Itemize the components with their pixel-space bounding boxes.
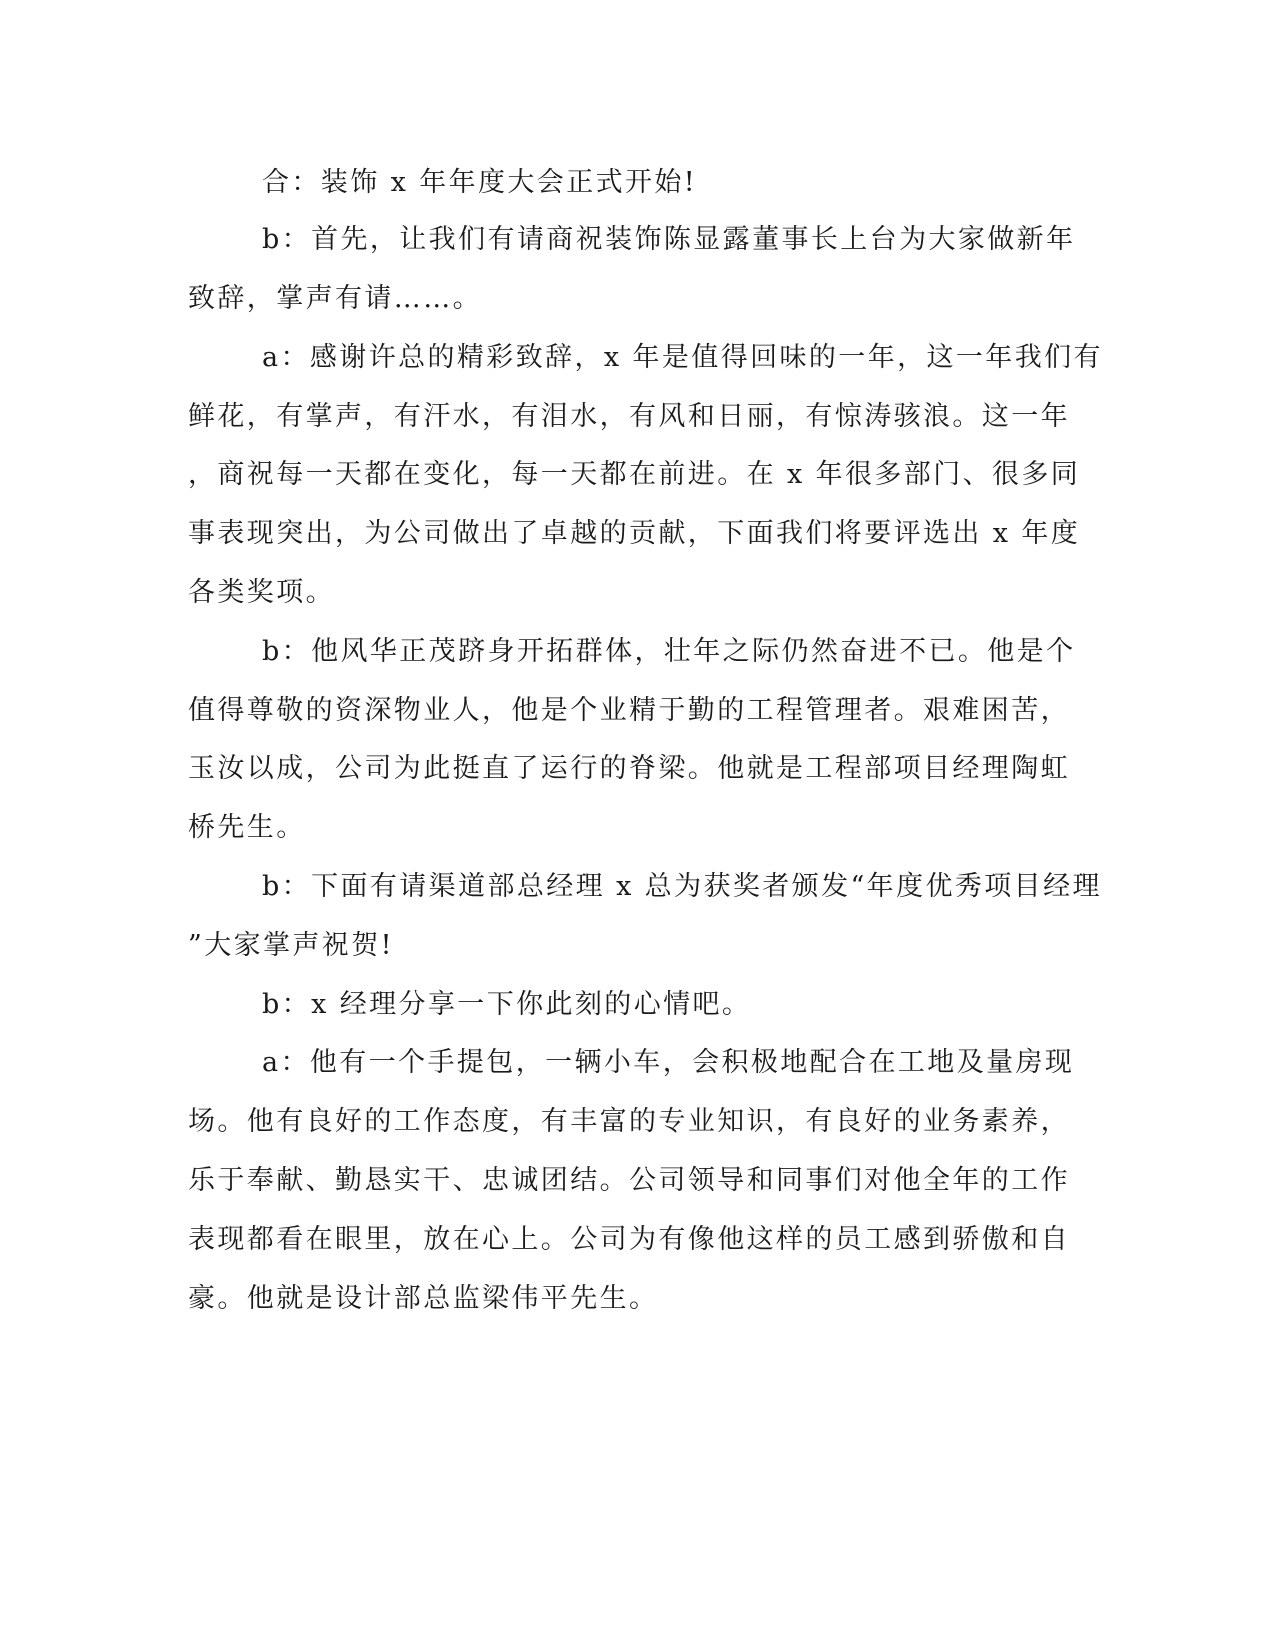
paragraph-3-line-4: 事表现突出，为公司做出了卓越的贡献，下面我们将要评选出 x 年度 <box>188 518 1081 549</box>
paragraph-4-line-2: 值得尊敬的资深物业人，他是个业精于勤的工程管理者。艰难困苦， <box>188 695 1070 726</box>
paragraph-2-line-1: b：首先，让我们有请商祝装饰陈显露董事长上台为大家做新年 <box>262 224 1076 255</box>
paragraph-5-line-1: b：下面有请渠道部总经理 x 总为获奖者颁发“年度优秀项目经理 <box>262 871 1102 902</box>
paragraph-3-line-3: ，商祝每一天都在变化，每一天都在前进。在 x 年很多部门、很多同 <box>188 459 1081 490</box>
paragraph-5-line-2: ”大家掌声祝贺! <box>188 930 394 961</box>
paragraph-7-line-1: a：他有一个手提包，一辆小车，会积极地配合在工地及量房现 <box>262 1047 1075 1078</box>
paragraph-7-line-3: 乐于奉献、勤恳实干、忠诚团结。公司领导和同事们对他全年的工作 <box>188 1165 1070 1196</box>
paragraph-3-line-2: 鲜花，有掌声，有汗水，有泪水，有风和日丽，有惊涛骇浪。这一年 <box>188 401 1070 432</box>
paragraph-6-line-1: b：x 经理分享一下你此刻的心情吧。 <box>262 989 752 1020</box>
paragraph-7-line-5: 豪。他就是设计部总监梁伟平先生。 <box>188 1283 659 1314</box>
paragraph-3-line-1: a：感谢许总的精彩致辞，x 年是值得回味的一年，这一年我们有 <box>262 342 1103 373</box>
paragraph-1-line-1: 合：装饰 x 年年度大会正式开始! <box>262 167 698 198</box>
paragraph-2-line-2: 致辞，掌声有请……。 <box>188 283 482 314</box>
paragraph-7-line-4: 表现都看在眼里，放在心上。公司为有像他这样的员工感到骄傲和自 <box>188 1224 1070 1255</box>
paragraph-4-line-3: 玉汝以成，公司为此挺直了运行的脊梁。他就是工程部项目经理陶虹 <box>188 753 1070 784</box>
paragraph-4-line-1: b：他风华正茂跻身开拓群体，壮年之际仍然奋进不已。他是个 <box>262 636 1076 667</box>
paragraph-3-line-5: 各类奖项。 <box>188 577 335 608</box>
paragraph-4-line-4: 桥先生。 <box>188 812 306 843</box>
paragraph-7-line-2: 场。他有良好的工作态度，有丰富的专业知识，有良好的业务素养， <box>188 1106 1070 1137</box>
